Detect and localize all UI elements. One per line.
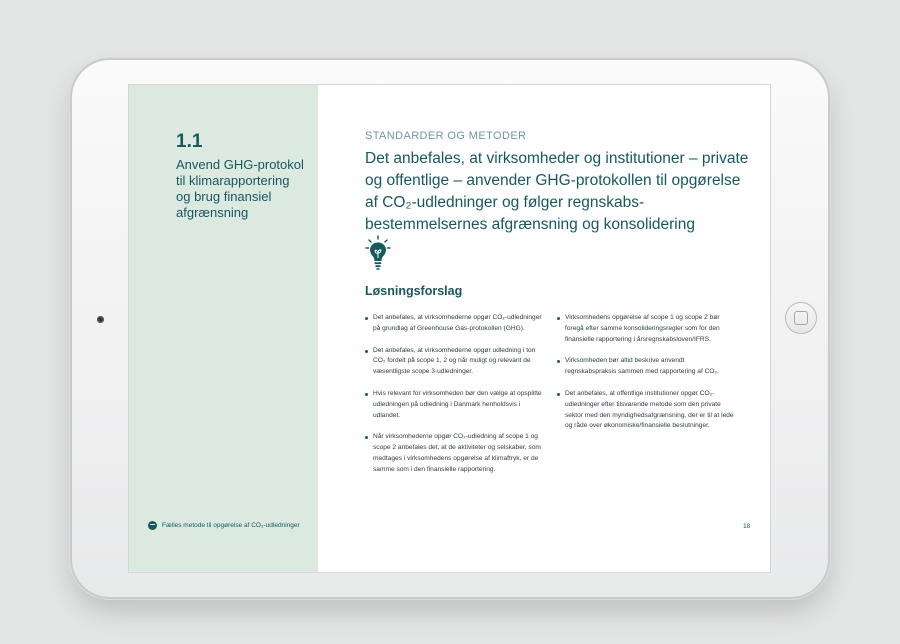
home-button[interactable]	[785, 302, 817, 334]
list-item: Hvis relevant for virksomheden bør den vælge at opsplitte udledningen på udledning i Danmark henholdsvis i udlandet.	[365, 389, 545, 421]
solutions-heading: Løsningsforslag	[365, 284, 463, 298]
sidebar	[129, 85, 318, 572]
list-item: Virksomhedens opgørelse af scope 1 og scope 2 bør foregå efter samme konsolideringsregler som for den finansielle rapportering i årsregnskabsloven/IFRS.	[557, 313, 737, 345]
list-item: Det anbefales, at virksomhederne opgør CO₂-udledninger på grundlag af Greenhouse Gas-protokollen (GHG).	[365, 313, 545, 335]
footer-text: Fælles metode til opgørelse af CO₂-udledninger	[162, 522, 300, 529]
list-item: Virksomheden bør altid beskrive anvendt regnskabspraksis sammen med rapportering af CO₂.	[557, 356, 737, 378]
list-item: Når virksomhederne opgør CO₂-udledning af scope 1 og scope 2 anbefales det, at de aktiviteter og selskaber, som medtages i virksomhedens opgørelse af klimaftryk, er de samme som i den finansielle rapportering.	[365, 432, 545, 475]
camera-icon	[97, 316, 104, 323]
section-kicker: STANDARDER OG METODER	[365, 130, 527, 142]
bullet-list-left	[365, 313, 545, 487]
publisher-logo-icon	[148, 521, 157, 530]
tablet-device	[72, 60, 828, 597]
bullet-list-right	[557, 313, 737, 443]
list-item: Det anbefales, at virksomhederne opgør udledning i ton CO₂ fordelt på scope 1, 2 og når muligt og relevant de væsentligste scope 3-udledninger.	[365, 346, 545, 378]
home-button-square	[794, 311, 808, 325]
lightbulb-icon	[365, 235, 391, 273]
section-number: 1.1	[176, 131, 203, 152]
document-page	[129, 85, 770, 572]
page-footer	[148, 521, 300, 530]
page-headline: Det anbefales, at virksomheder og institutioner – private og offentlige – anvender GHG-protokollen til opgørelse af CO₂-udledninger og følger regnskabs-bestemmelsernes afgrænsning og konsolidering	[365, 150, 749, 233]
page-number: 18	[743, 523, 751, 530]
list-item: Det anbefales, at offentlige institutioner opgør CO₂-udledninger efter tilsvarende metode som den private sektor med den myndighedsafgrænsning, der er til at lede og råde over økonomiske/finansielle beslutninger.	[557, 389, 737, 432]
section-title: Anvend GHG-protokol til klimarapportering og brug finansiel afgrænsning	[176, 157, 304, 220]
